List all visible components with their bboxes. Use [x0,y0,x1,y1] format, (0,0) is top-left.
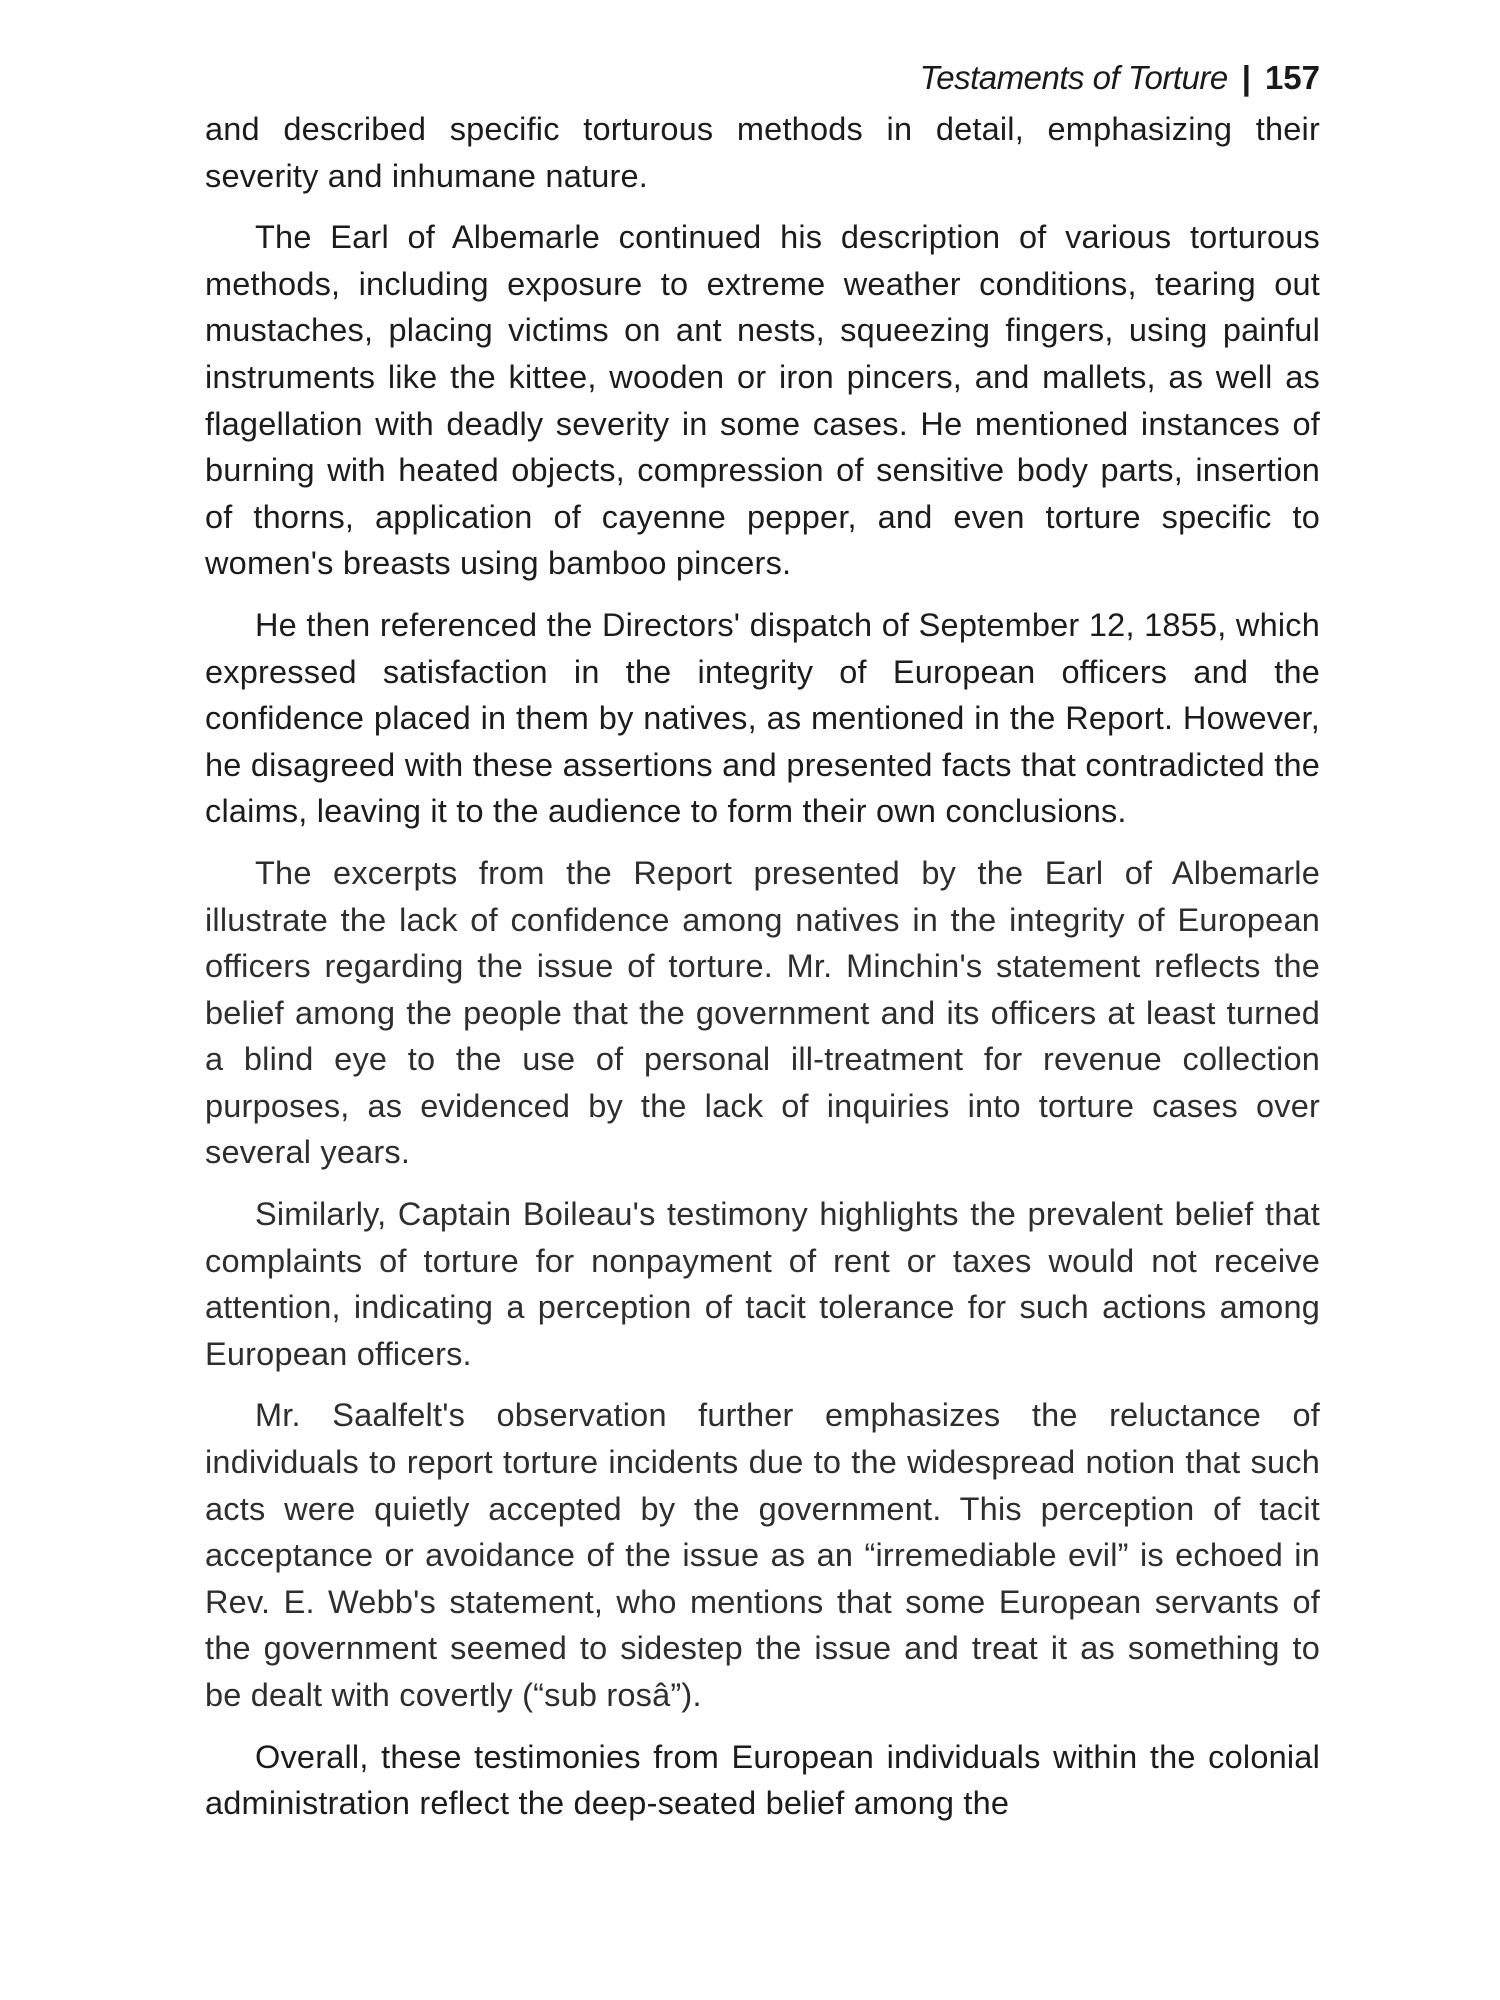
paragraph-overall: Overall, these testimonies from European individuals within the colonial administration reflect the deep-seated belief among the [205,1738,1320,1822]
running-head-separator: | [1241,59,1251,96]
paragraph-saalfelt-observation: Mr. Saalfelt's observation further emphasizes the reluctance of individuals to report torture incidents due to the widespread notion that such acts were quietly accepted by the government. This perception of tacit acceptance or avoidance of the issue as an “irremediable evil” is echoed in Rev. E. Webb's statement, who mentions that some European servants of the government seemed to sidestep the issue and treat it as something to be dealt with covertly (“sub rosâ”). [205,1397,1320,1713]
book-page [205,50,1320,1980]
running-header [205,50,1320,106]
body-text [205,106,1320,1827]
paragraph-directors-dispatch: He then referenced the Directors' dispatch of September 12, 1855, which expressed satisfaction in the integrity of European officers and the confidence placed in them by natives, as mentioned in the Report. However, he disagreed with these assertions and presented facts that contradicted the claims, leaving it to the audience to form their own conclusions. [205,606,1320,830]
paragraph-report-excerpts: The excerpts from the Report presented by the Earl of Albemarle illustrate the lack of confidence among natives in the integrity of European officers regarding the issue of torture. Mr. Minchin's statement reflects the belief among the people that the government and its officers at least turned a blind eye to the use of personal ill-treatment for revenue collection purposes, as evidenced by the lack of inquiries into torture cases over several years. [205,854,1320,1171]
paragraph-boileau-testimony: Similarly, Captain Boileau's testimony highlights the prevalent belief that complaints of torture for nonpayment of rent or taxes would not receive attention, indicating a perception of tacit tolerance for such actions among European officers. [205,1196,1320,1372]
paragraph-continued: and described specific torturous methods in detail, emphasizing their severity and inhumane nature. [205,111,1320,194]
running-head-title: Testaments of Torture [919,59,1228,96]
page-number: 157 [1264,59,1320,96]
paragraph-albemarle-methods: The Earl of Albemarle continued his description of various torturous methods, including exposure to extreme weather conditions, tearing out mustaches, placing victims on ant nests, squeezing fingers, using painful instruments like the kittee, wooden or iron pincers, and mallets, as well as flagellation with deadly severity in some cases. He mentioned instances of burning with heated objects, compression of sensitive body parts, insertion of thorns, application of cayenne pepper, and even torture specific to women's breasts using bamboo pincers. [205,219,1320,582]
